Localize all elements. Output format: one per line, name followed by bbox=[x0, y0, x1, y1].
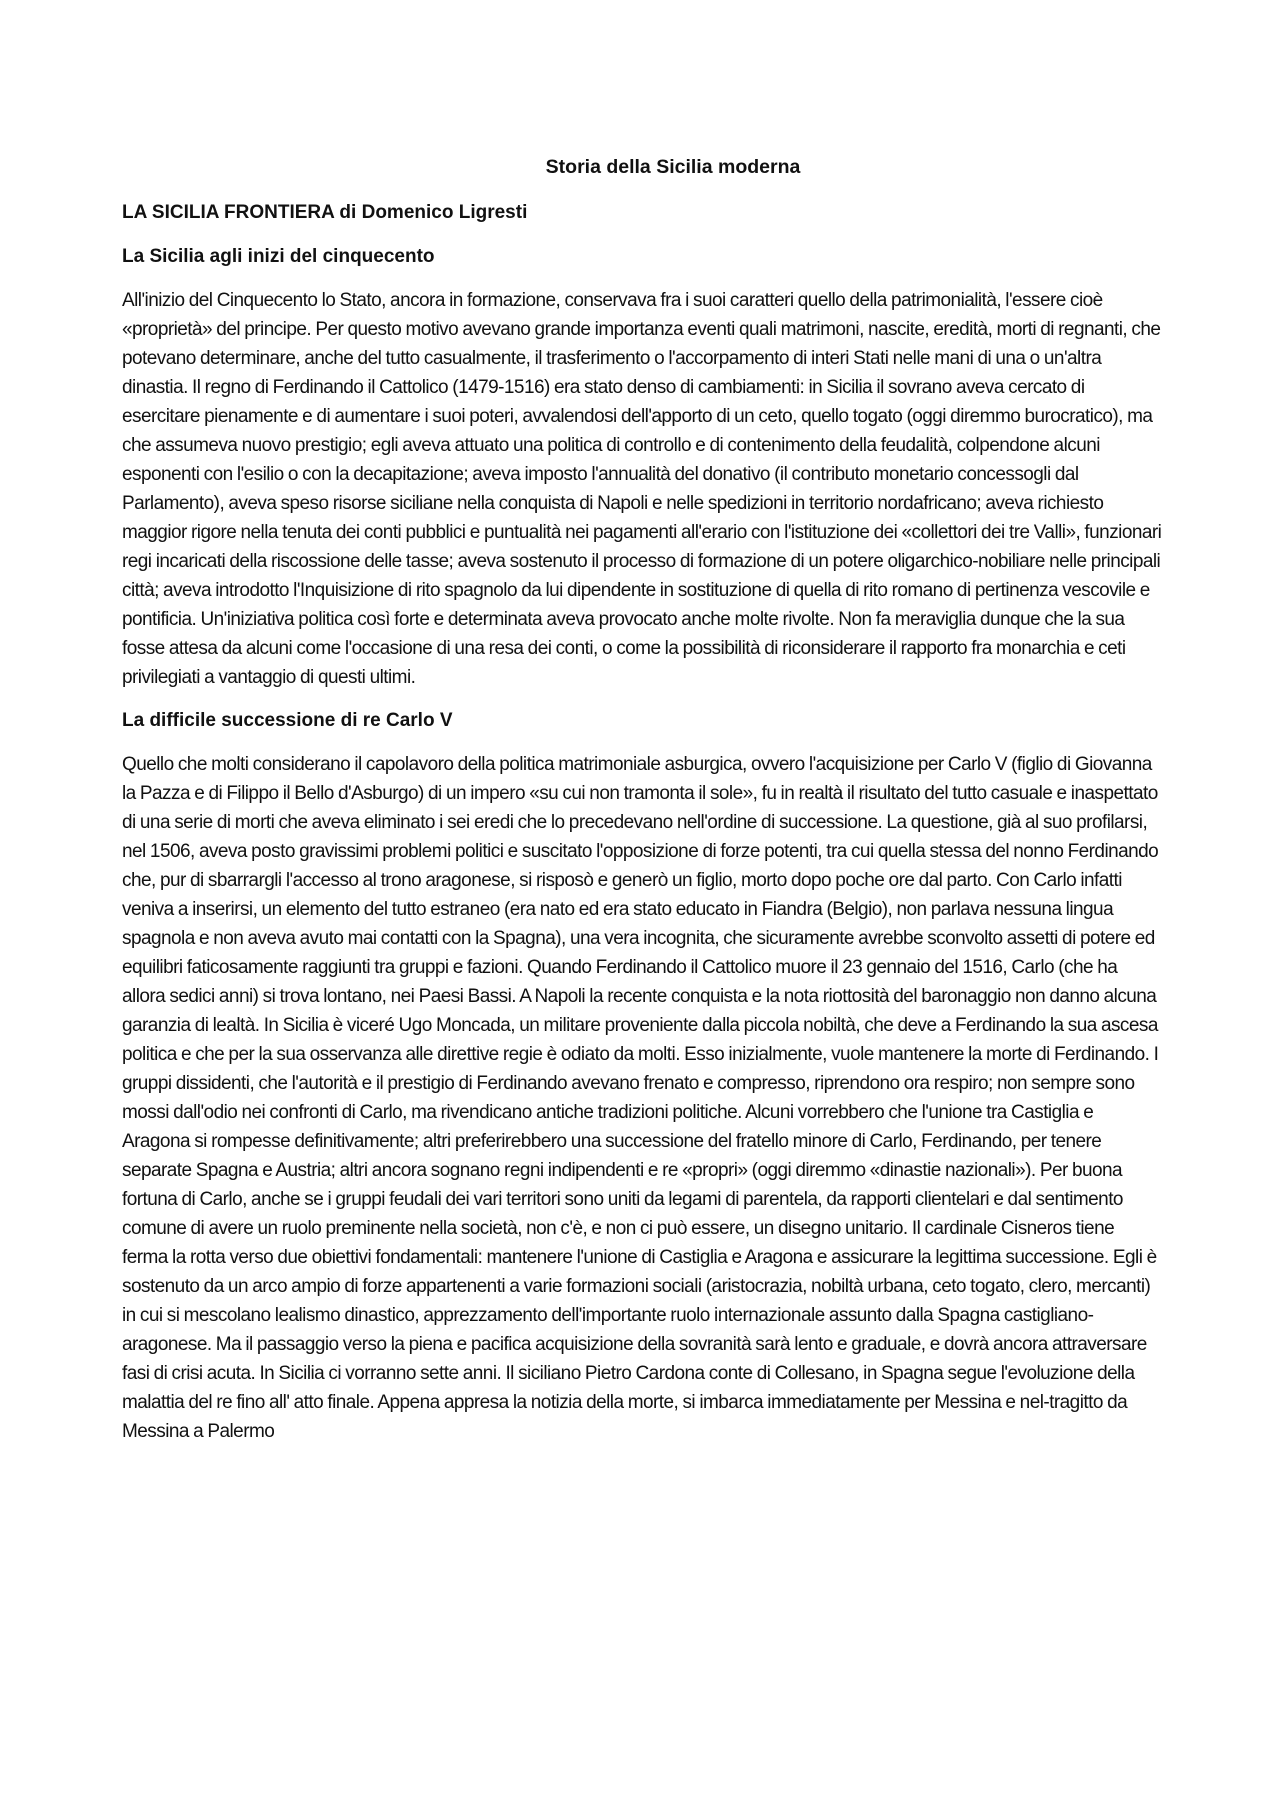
section-paragraph: All'inizio del Cinquecento lo Stato, ancora in formazione, conservava fra i suoi caratteri quello della patrimonialità, l'essere cioè «proprietà» del principe. Per questo motivo avevano grande importanza eventi quali matrimoni, nascite, eredità, morti di regnanti, che potevano determinare, anche del tutto casualmente, il trasferimento o l'accorpamento di interi Stati nelle mani di una o un'altra dinastia. Il regno di Ferdinando il Cattolico (1479-1516) era stato denso di cambiamenti: in Sicilia il sovrano aveva cercato di esercitare pienamente e di aumentare i suoi poteri, avvalendosi dell'apporto di un ceto, quello togato (oggi diremmo burocratico), ma che assumeva nuovo prestigio; egli aveva attuato una politica di controllo e di contenimento della feudalità, colpendone alcuni esponenti con l'esilio o con la decapitazione; aveva imposto l'annualità del donativo (il contributo monetario concessogli dal Parlamento), aveva speso risorse siciliane nella conquista di Napoli e nelle spedizioni in territorio nordafricano; aveva richiesto maggior rigore nella tenuta dei conti pubblici e puntualità nei pagamenti all'erario con l'istituzione dei «collettori dei tre Valli», funzionari regi incaricati della riscossione delle tasse; aveva sostenuto il processo di formazione di un potere oligarchico-nobiliare nelle principali città; aveva introdotto l'Inquisizione di rito spagnolo da lui dipendente in sostituzione di quella di rito romano di pertinenza vescovile e pontificia. Un'iniziativa politica così forte e determinata aveva provocato anche molte rivolte. Non fa meraviglia dunque che la sua fosse attesa da alcuni come l'occasione di una resa dei conti, o come la possibilità di riconsiderare il rapporto fra monarchia e ceti privilegiati a vantaggio di questi ultimi. bbox=[122, 290, 1162, 688]
section-paragraph: Quello che molti considerano il capolavoro della politica matrimoniale asburgica, ovvero l'acquisizione per Carlo V (figlio di Giovanna la Pazza e di Filippo il Bello d'Asburgo) di un impero «su cui non tramonta il sole», fu in realtà il risultato del tutto casuale e inaspettato di una serie di morti che aveva eliminato i sei eredi che lo precedevano nell'ordine di successione. La questione, già al suo profilarsi, nel 1506, aveva posto gravissimi problemi politici e suscitato l'opposizione di forze potenti, tra cui quella stessa del nonno Ferdinando che, pur di sbarrargli l'accesso al trono aragonese, si risposò e generò un figlio, morto dopo poche ore dal parto. Con Carlo infatti veniva a inserirsi, un elemento del tutto estraneo (era nato ed era stato educato in Fiandra (Belgio), non parlava nessuna lingua spagnola e non aveva avuto mai contatti con la Spagna), una vera incognita, che sicuramente avrebbe sconvolto assetti di potere ed equilibri faticosamente raggiunti tra gruppi e fazioni. Quando Ferdinando il Cattolico muore il 23 gennaio del 1516, Carlo (che ha allora sedici anni) si trova lontano, nei Paesi Bassi. A Napoli la recente conquista e la nota riottosità del baronaggio non danno alcuna garanzia di lealtà. In Sicilia è viceré Ugo Moncada, un militare proveniente dalla piccola nobiltà, che deve a Ferdinando la sua ascesa politica e che per la sua osservanza alle direttive regie è odiato da molti. Esso inizialmente, vuole mantenere la morte di Ferdinando. I gruppi dissidenti, che l'autorità e il prestigio di Ferdinando avevano frenato e compresso, riprendono ora respiro; non sempre sono mossi dall'odio nei confronti di Carlo, ma rivendicano antiche tradizioni politiche. Alcuni vorrebbero che l'unione tra Castiglia e Aragona si rompesse definitivamente; altri preferirebbero una successione del fratello minore di Carlo, Ferdinando, per tenere separate Spagna e Austria; altri ancora sognano regni indipendenti e re «propri» (oggi diremmo «dinastie nazionali»). Per buona fortuna di Carlo, anche se i gruppi feudali dei vari territori sono uniti da legami di parentela, da rapporti clientelari e dal sentimento comune di avere un ruolo preminente nella società, non c'è, e non ci può essere, un disegno unitario. Il cardinale Cisneros tiene ferma la rotta verso due obiettivi fondamentali: mantenere l'unione di Castiglia e Aragona e assicurare la legittima successione. Egli è sostenuto da un arco ampio di forze appartenenti a varie formazioni sociali (aristocrazia, nobiltà urbana, ceto togato, clero, mercanti) in cui si mescolano lealismo dinastico, apprezzamento dell'importante ruolo internazionale assunto dalla Spagna castigliano-aragonese. Ma il passaggio verso la piena e pacifica acquisizione della sovranità sarà lento e graduale, e dovrà ancora attraversare fasi di crisi acuta. In Sicilia ci vorranno sette anni. Il siciliano Pietro Cardona conte di Collesano, in Spagna segue l'evoluzione della malattia del re fino all' atto finale. Appena appresa la notizia della morte, si imbarca immediatamente per Messina e nel-tragitto da Messina a Palermo bbox=[122, 754, 1159, 1442]
section-sicilia-inizi bbox=[122, 242, 1164, 692]
section-successione-carlo-v bbox=[122, 706, 1164, 1446]
document-title: Storia della Sicilia moderna bbox=[545, 156, 801, 178]
section-title: La difficile successione di re Carlo V bbox=[122, 710, 453, 731]
document-heading: LA SICILIA FRONTIERA di Domenico Ligresti bbox=[122, 202, 528, 223]
document-page bbox=[122, 152, 1164, 1460]
section-title: La Sicilia agli inizi del cinquecento bbox=[122, 246, 435, 267]
